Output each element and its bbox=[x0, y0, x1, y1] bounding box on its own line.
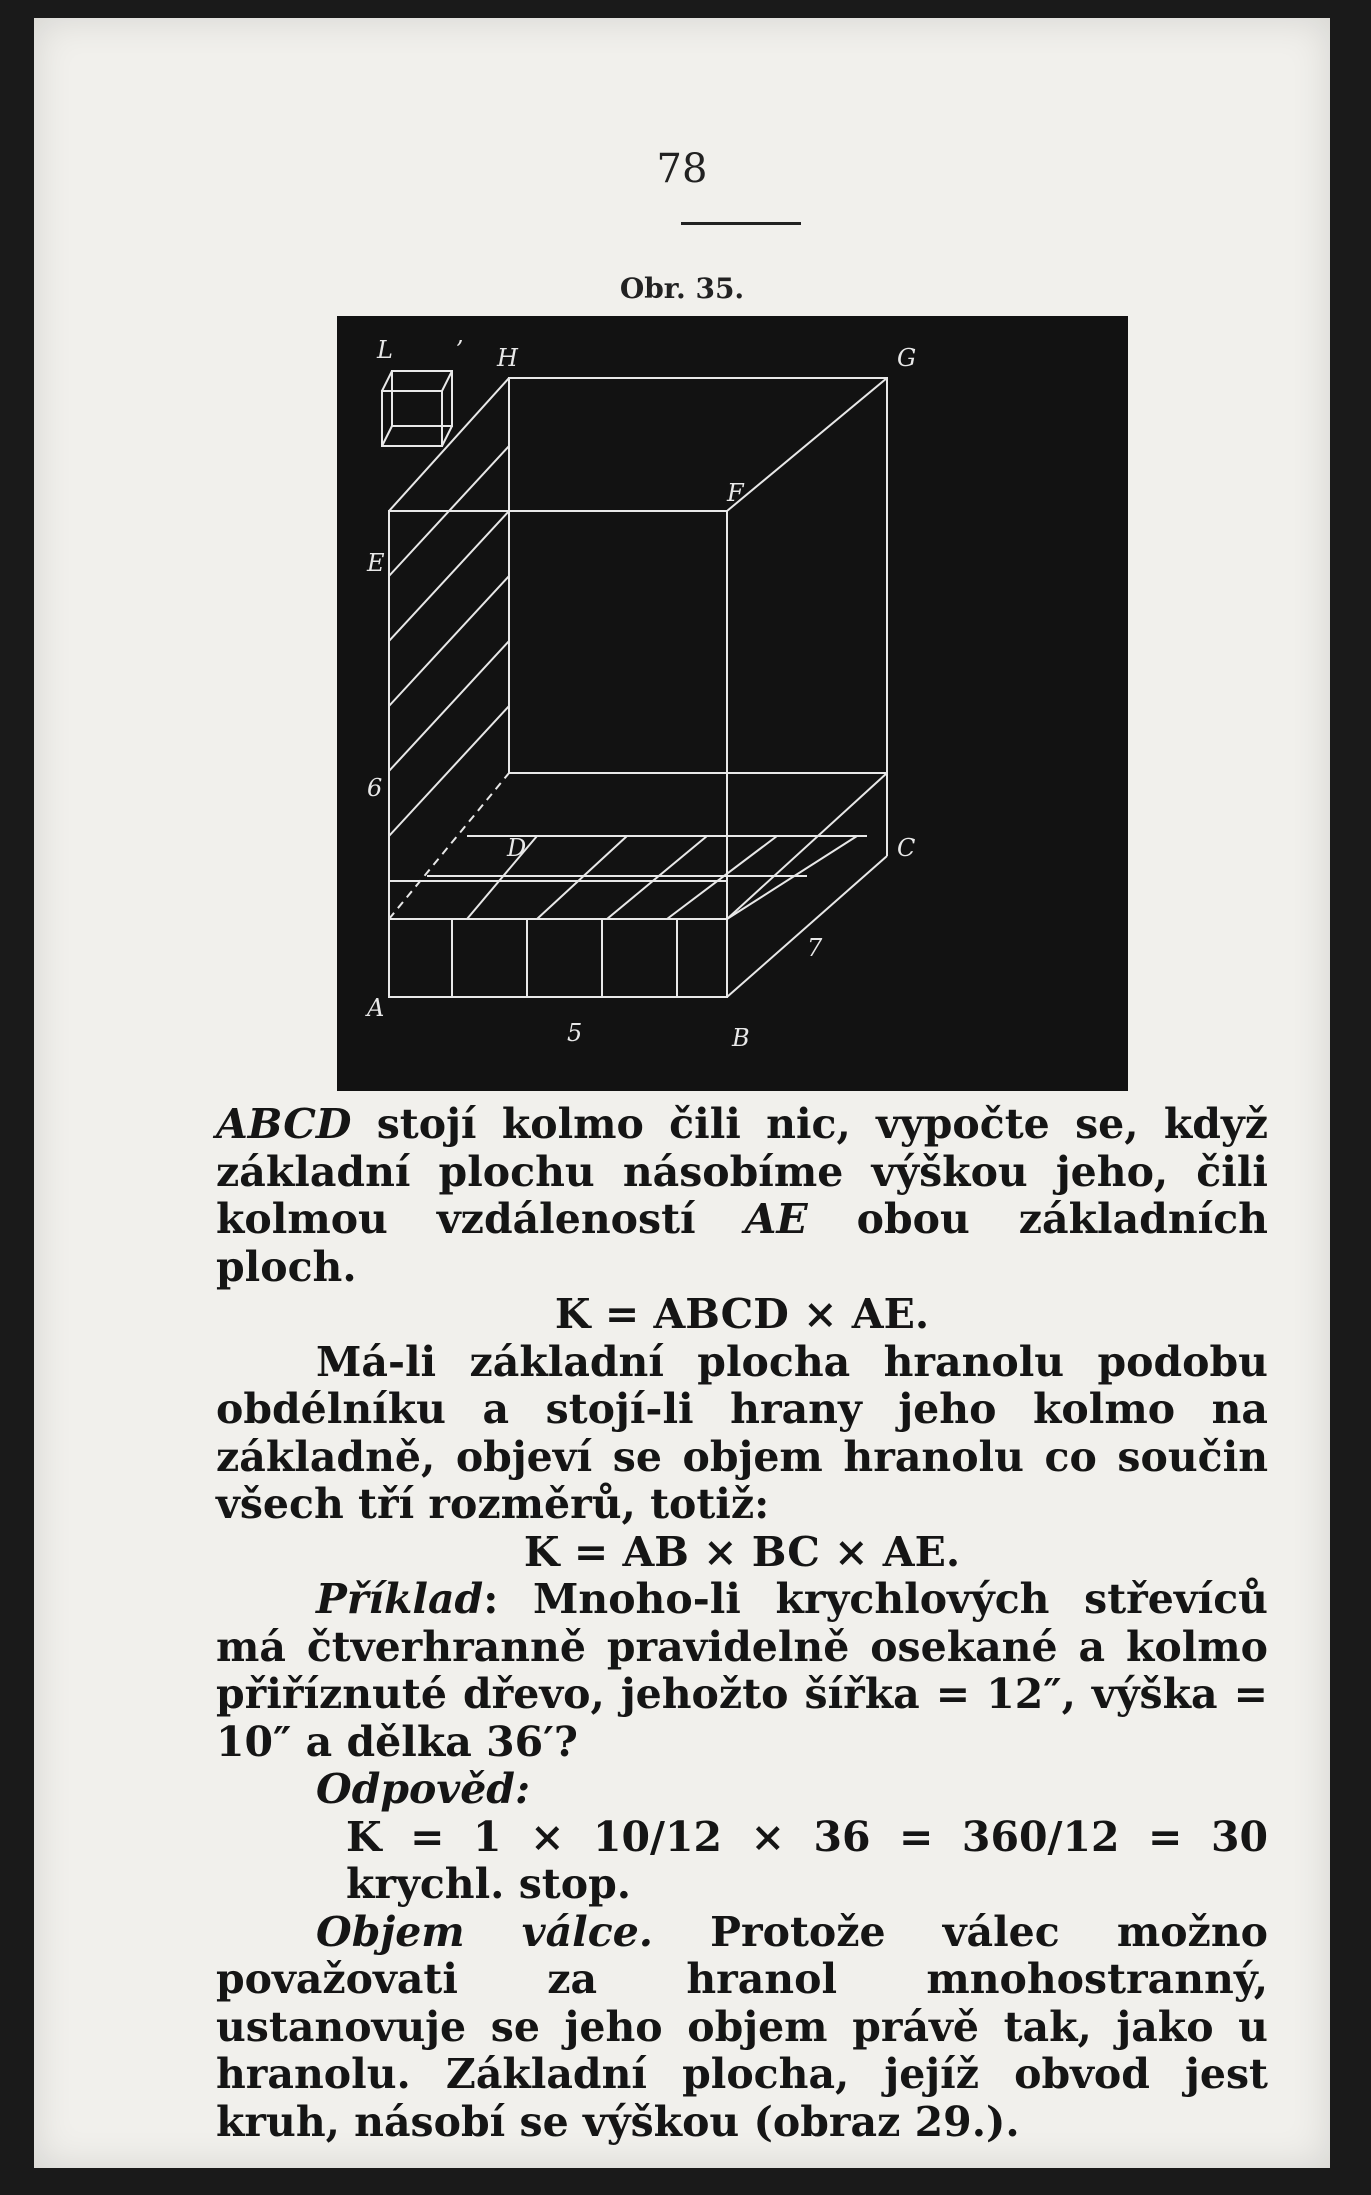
label-E: E bbox=[367, 549, 385, 577]
book-page bbox=[34, 18, 1330, 2168]
label-C: C bbox=[897, 834, 916, 862]
label-6: 6 bbox=[367, 774, 383, 802]
formula-3: K = 1 × 10/12 × 36 = 360/12 = 30 krychl. stop. bbox=[346, 1812, 1268, 1908]
label-G: G bbox=[897, 344, 917, 372]
label-L-prime: ʼ bbox=[455, 336, 463, 364]
page-number: 78 bbox=[656, 146, 708, 192]
paragraph-1: ABCD stojí kolmo čili nic, vypočte se, když základní plochu násobíme výškou jeho, čili kolmou vzdáleností AE obou základních ploch. bbox=[216, 1100, 1268, 1291]
prism-back-face bbox=[509, 378, 887, 773]
paragraph-cylinder: Objem válce. Protože válec možno považovati za hranol mnohostranný, ustanovuje se jeho objem právě tak, jako u hranolu. Základní plocha, jejíž obvod jest kruh, násobí se výškou (obraz 29.). bbox=[216, 1907, 1268, 2146]
label-F: F bbox=[727, 479, 744, 507]
page-number-rule bbox=[681, 222, 801, 225]
formula-2: K = AB × BC × AE. bbox=[523, 1527, 961, 1576]
label-7: 7 bbox=[807, 934, 823, 962]
paragraph-example: Příklad: Mnoho-li krychlových střevíců má čtverhranně pravidelně osekané a kolmo přiříznuté dřevo, jehožto šířka = 12″, výška = 10″ a dělka 36′? bbox=[216, 1575, 1268, 1766]
label-5: 5 bbox=[567, 1019, 583, 1047]
formula-1: K = ABCD × AE. bbox=[554, 1290, 930, 1338]
answer-label: Odpověd: bbox=[316, 1765, 531, 1813]
label-B: B bbox=[732, 1024, 750, 1052]
label-A: A bbox=[367, 994, 385, 1022]
body-text bbox=[216, 1101, 1268, 2146]
figure-caption: Obr. 35. bbox=[619, 272, 745, 305]
label-H: H bbox=[497, 344, 518, 372]
prism-figure bbox=[337, 316, 1128, 1091]
prism-diagram bbox=[337, 316, 1128, 1091]
paragraph-2: Má-li základní plocha hranolu podobu obdélníku a stojí-li hrany jeho kolmo na základně, objeví se objem hranolu co součin všech tří rozměrů, totiž: bbox=[216, 1337, 1268, 1528]
label-D: D bbox=[507, 834, 527, 862]
label-L: L bbox=[377, 336, 393, 364]
